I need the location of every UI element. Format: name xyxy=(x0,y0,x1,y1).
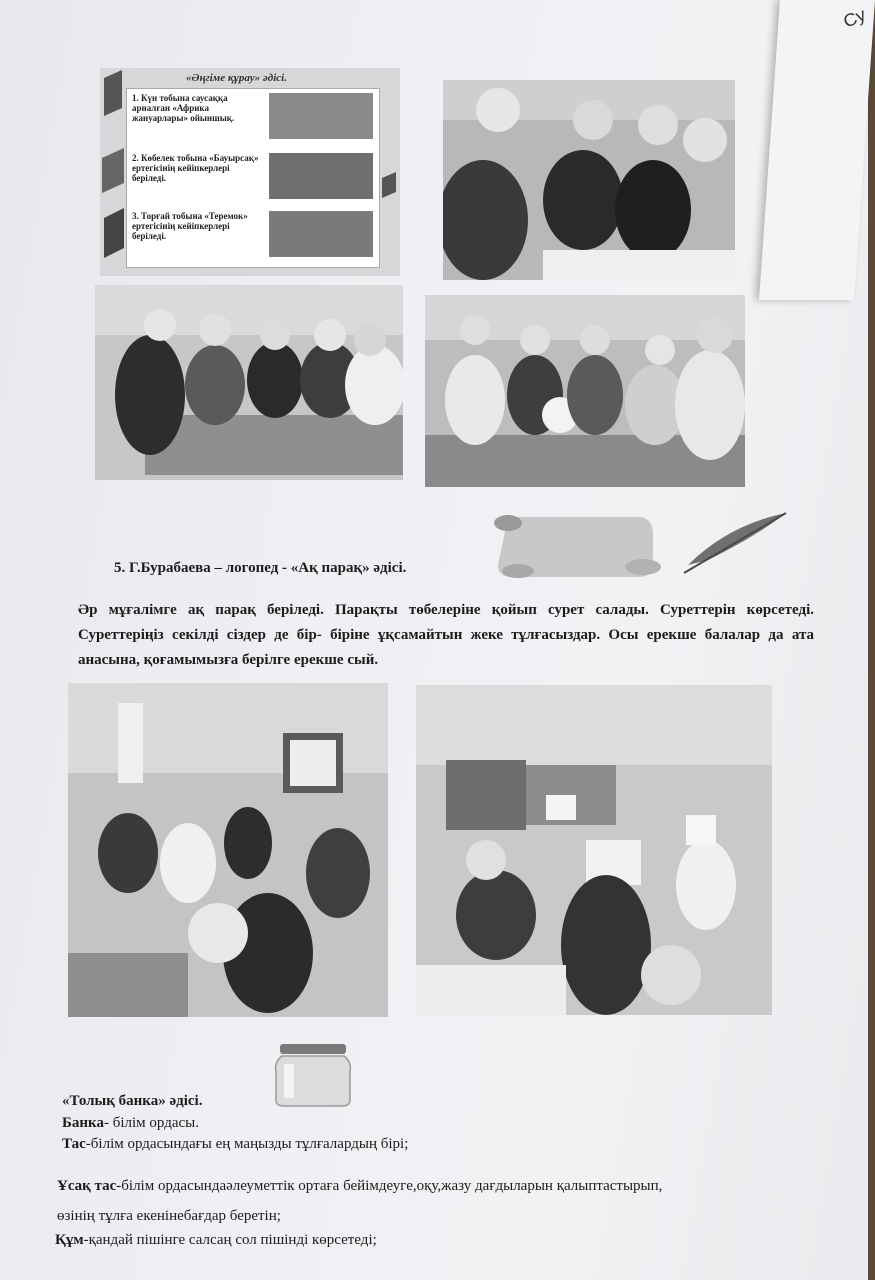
slide-item: 2. Көбелек тобына «Бауырсақ» ертегісінің кейіпкерлері беріледі. xyxy=(132,153,259,183)
scroll-icon xyxy=(494,515,661,578)
bank-title: «Толық банка» әдісі. xyxy=(62,1093,203,1109)
term: Тас xyxy=(62,1136,86,1152)
photo-classroom-drawings xyxy=(416,685,772,1015)
term: Банка xyxy=(62,1115,104,1131)
definition: - білім ордасы. xyxy=(103,1115,200,1131)
corner-text: Су xyxy=(840,4,869,32)
slide-item: 3. Торғай тобына «Теремок» ертегісінің кейіпкерлері беріледі. xyxy=(132,211,248,241)
feather-icon xyxy=(684,513,786,573)
slide-image xyxy=(100,68,400,276)
slide-thumbnail xyxy=(269,93,373,139)
section-paragraph: Әр мұғалімге ақ парақ беріледі. Парақты төбелеріне қойып сурет салады. Суреттерін көрсетеді. Суреттеріңіз секілді сіздер де бір- біріне ұқсамайтын жеке тұлғасыздар. Осы ерекше балалар да ата анасына, қоғамымызға берілге ерекше сый. xyxy=(78,602,814,668)
bank-line xyxy=(62,1136,408,1153)
bank-line xyxy=(57,1178,662,1195)
definition: -қандай пішінге салсаң сол пішінді көрсетеді; xyxy=(83,1232,377,1248)
photo-group-standing xyxy=(95,285,403,480)
bank-line: өзінің тұлға екенінебағдар беретін; xyxy=(57,1208,281,1224)
scroll-feather-illustration xyxy=(488,505,788,585)
photo-group-centerpiece xyxy=(425,295,745,487)
jar-icon xyxy=(272,1042,356,1108)
slide-thumbnail xyxy=(269,153,373,199)
slide-content xyxy=(126,88,380,268)
bank-line xyxy=(62,1115,199,1132)
photo-group-table xyxy=(443,80,735,280)
section-heading: 5. Г.Бурабаева – логопед - «Ақ парақ» әдісі. xyxy=(114,560,407,576)
term: Ұсақ тас xyxy=(57,1178,117,1194)
photo-classroom-papers xyxy=(68,683,388,1017)
definition: -білім ордасындаәлеуметтік ортаға бейімдеуге,оқу,жазу дағдыларын қалыптастырып, xyxy=(116,1178,663,1194)
bank-line xyxy=(55,1232,377,1249)
slide-title: «Әңгіме құрау» әдісі. xyxy=(186,72,287,84)
term: Құм xyxy=(55,1232,84,1248)
slide-item: 1. Күн тобына саусаққа арналған «Африка жануарлары» ойыншық. xyxy=(132,93,235,123)
slide-thumbnail xyxy=(269,211,373,257)
definition: -білім ордасындағы ең маңызды тұлғалардың бірі; xyxy=(85,1136,409,1152)
